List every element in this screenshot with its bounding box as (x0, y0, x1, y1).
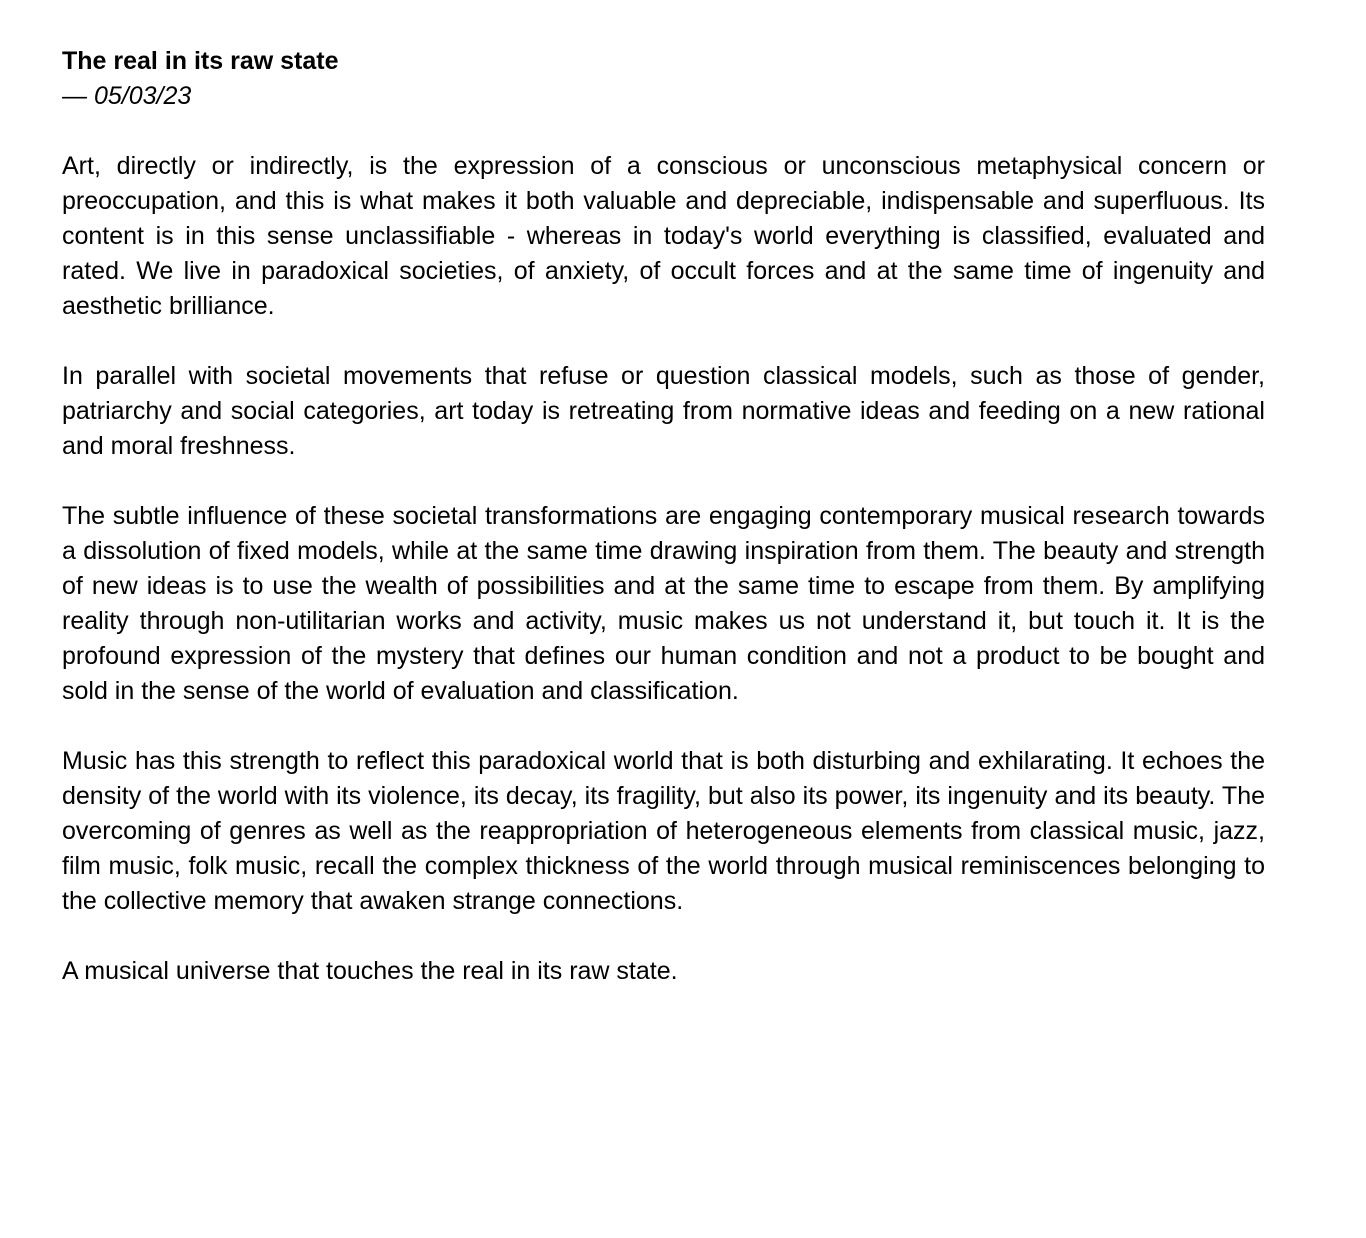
paragraph: In parallel with societal movements that refuse or question classical models, such as those of gender, patriarchy and social categories, art today is retreating from normative ideas and feeding on a new rational and moral freshness. (62, 362, 1265, 460)
page-title: The real in its raw state (62, 47, 339, 75)
paragraph: The subtle influence of these societal transformations are engaging contemporary musical research towards a dissolution of fixed models, while at the same time drawing inspiration from them. The beauty and strength of new ideas is to use the wealth of possibilities and at the same time to escape from them. By amplifying reality through non-utilitarian works and activity, music makes us not understand it, but touch it. It is the profound expression of the mystery that defines our human condition and not a product to be bought and sold in the sense of the world of evaluation and classification. (62, 502, 1265, 705)
date-line: — 05/03/23 (62, 82, 192, 110)
paragraph: Music has this strength to reflect this paradoxical world that is both disturbing and exhilarating. It echoes the density of the world with its violence, its decay, its fragility, but also its power, its ingenuity and its beauty. The overcoming of genres as well as the reappropriation of heterogeneous elements from classical music, jazz, film music, folk music, recall the complex thickness of the world through musical reminiscences belonging to the collective memory that awaken strange connections. (62, 747, 1265, 915)
paragraph: A musical universe that touches the real in its raw state. (62, 957, 678, 985)
article-body (62, 149, 1265, 989)
paragraph: Art, directly or indirectly, is the expression of a conscious or unconscious metaphysical concern or preoccupation, and this is what makes it both valuable and depreciable, indispensable and superfluous. Its content is in this sense unclassifiable - whereas in today's world everything is classified, evaluated and rated. We live in paradoxical societies, of anxiety, of occult forces and at the same time of ingenuity and aesthetic brilliance. (62, 152, 1265, 320)
